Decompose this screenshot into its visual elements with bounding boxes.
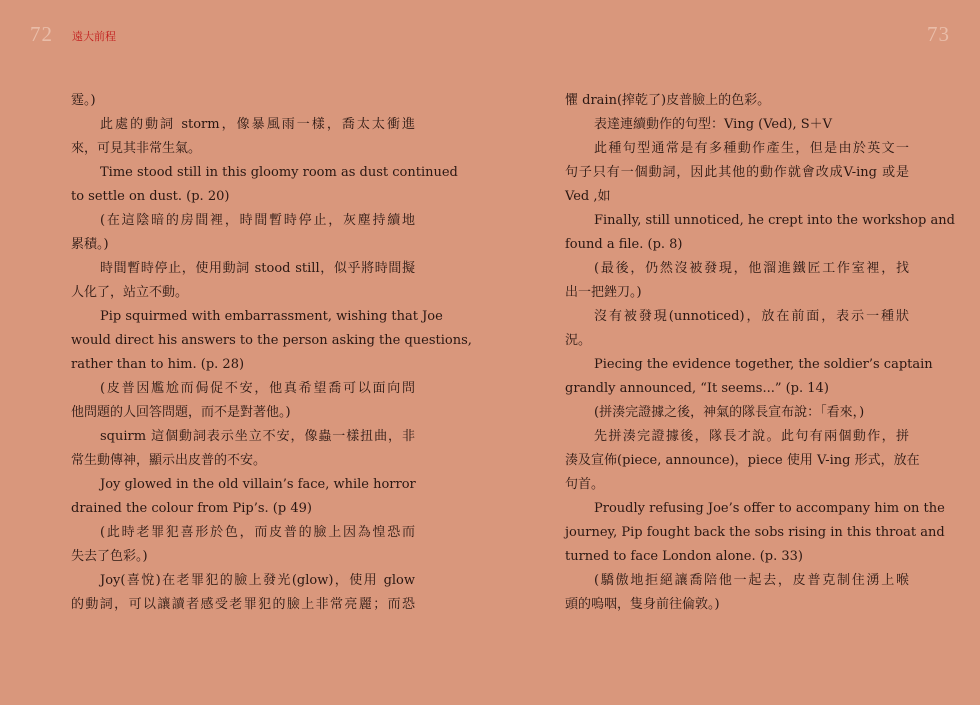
- text-line: to settle on dust. (p. 20): [71, 189, 230, 204]
- text-line: Joy glowed in the old villain’s face, while horror: [100, 477, 416, 492]
- text-line: 先拼湊完證據後，隊長才說。此句有兩個動作，拼: [594, 429, 909, 444]
- text-line: grandly announced, “It seems...” (p. 14): [565, 381, 829, 396]
- text-line: drained the colour from Pip’s. (p 49): [71, 501, 312, 516]
- text-line: 頭的嗚咽，隻身前往倫敦。): [565, 597, 720, 612]
- text-line: (驕傲地拒絕讓喬陪他一起去，皮普克制住湧上喉: [594, 573, 909, 588]
- right-page-body: [565, 89, 955, 617]
- text-line: (最後，仍然沒被發現，他溜進鐵匠工作室裡，找: [594, 261, 909, 276]
- text-line: journey, Pip fought back the sobs rising in this throat and: [565, 525, 945, 540]
- running-title: 遠大前程: [72, 30, 116, 43]
- text-line: (拼湊完證據之後，神氣的隊長宣布說：「看來，): [594, 405, 865, 420]
- text-line: Time stood still in this gloomy room as dust continued: [100, 165, 458, 180]
- text-line: Pip squirmed with embarrassment, wishing that Joe: [100, 309, 443, 324]
- left-page-body: [71, 89, 472, 617]
- text-line: turned to face London alone. (p. 33): [565, 549, 804, 564]
- text-line: Piecing the evidence together, the soldier’s captain: [594, 357, 933, 372]
- text-line: 累積。): [71, 237, 109, 252]
- text-line: 沒有被發現(unnoticed)，放在前面，表示一種狀: [594, 309, 909, 324]
- text-line: 湊及宣佈(piece, announce)，piece 使用 V-ing 形式，放在: [565, 453, 920, 468]
- text-line: would direct his answers to the person asking the questions,: [71, 333, 472, 348]
- text-line: (在這陰暗的房間裡，時間暫時停止，灰塵持續地: [100, 213, 415, 228]
- text-line: 時間暫時停止，使用動詞 stood still，似乎將時間擬: [100, 261, 415, 276]
- text-line: Joy(喜悅)在老罪犯的臉上發光(glow)，使用 glow: [100, 573, 415, 588]
- text-line: 人化了，站立不動。: [71, 285, 189, 300]
- text-line: 出一把銼刀。): [565, 285, 642, 300]
- text-line: Proudly refusing Joe’s offer to accompany him on the: [594, 501, 945, 516]
- page-number-right: 73: [927, 22, 950, 46]
- page-number-left: 72: [30, 22, 53, 46]
- text-line: 句首。: [565, 477, 605, 492]
- text-line: (皮普因尷尬而侷促不安，他真希望喬可以面向問: [100, 381, 415, 396]
- text-line: 的動詞，可以讓讀者感受老罪犯的臉上非常亮麗；而恐: [71, 597, 415, 612]
- text-line: (此時老罪犯喜形於色，而皮普的臉上因為惶恐而: [100, 525, 415, 540]
- text-line: squirm 這個動詞表示坐立不安，像蟲一樣扭曲，非: [100, 429, 415, 444]
- text-line: 此種句型通常是有多種動作產生，但是由於英文一: [594, 141, 909, 156]
- text-line: 來，可見其非常生氣。: [71, 141, 202, 156]
- text-line: Ved ,如: [565, 189, 611, 204]
- text-line: 況。: [565, 333, 592, 348]
- text-line: 失去了色彩。): [71, 549, 148, 564]
- text-line: Finally, still unnoticed, he crept into the workshop and: [594, 213, 955, 228]
- text-line: found a file. (p. 8): [565, 237, 683, 252]
- text-line: rather than to him. (p. 28): [71, 357, 245, 372]
- text-line: 此處的動詞 storm，像暴風雨一樣，喬太太衝進: [100, 117, 415, 132]
- text-line: 常生動傳神，顯示出皮普的不安。: [71, 453, 267, 468]
- text-line: 懼 drain(搾乾了)皮普臉上的色彩。: [565, 93, 771, 108]
- text-line: 霆。): [71, 93, 96, 108]
- text-line: 句子只有一個動詞，因此其他的動作就會改成V-ing 或是: [565, 165, 909, 180]
- text-line: 他問題的人回答問題，而不是對著他。): [71, 405, 291, 420]
- text-line: 表達連續動作的句型：Ving (Ved), S＋V: [594, 117, 833, 132]
